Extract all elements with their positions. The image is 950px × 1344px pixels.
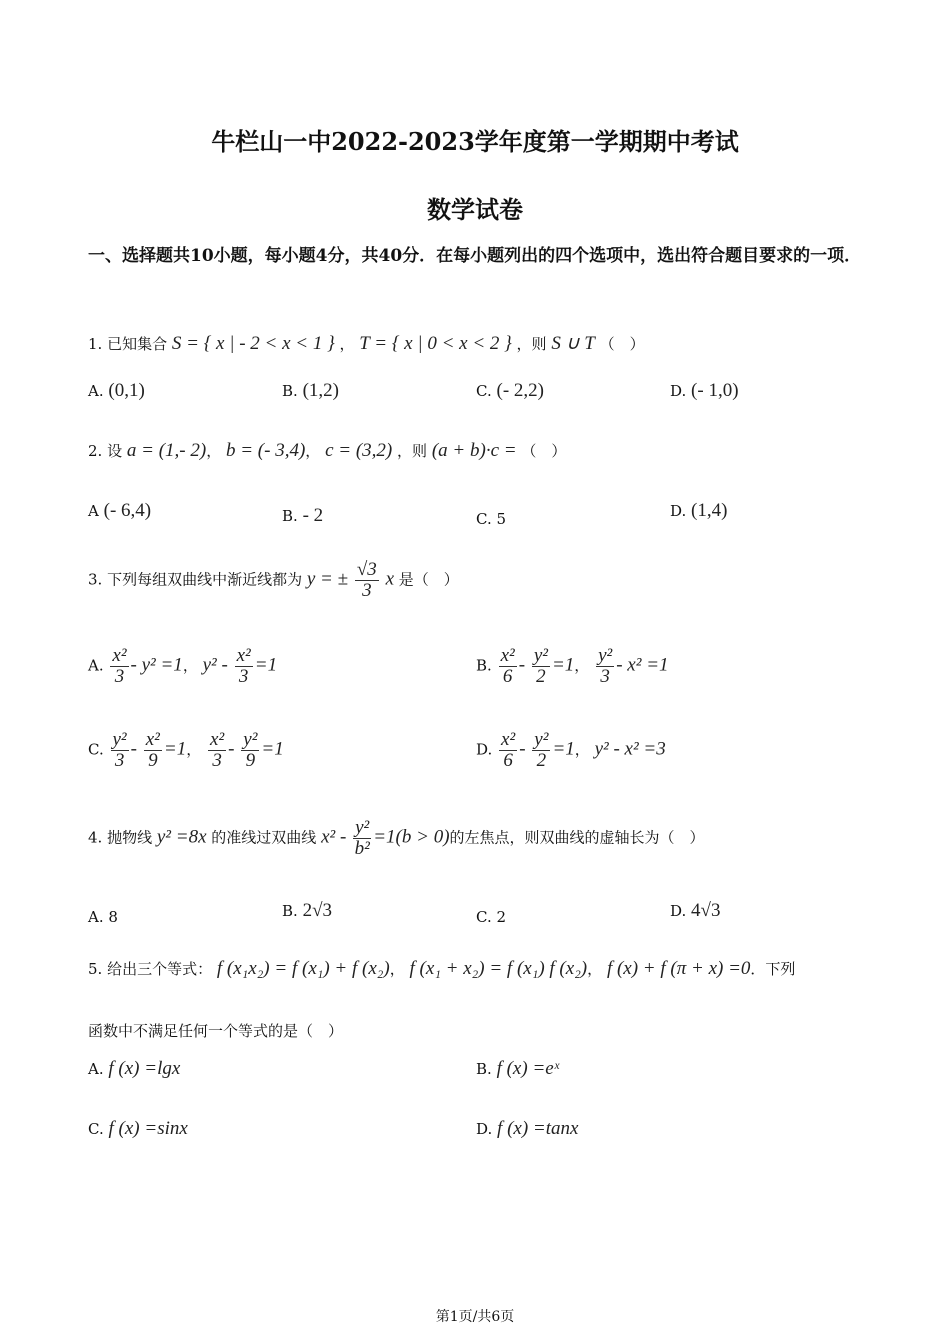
fraction-numerator: y² [243,729,258,750]
option-label: C. [476,382,492,400]
answer-paren: （ ） [521,442,567,460]
option-value: f (x) =lgx [108,1058,181,1079]
fraction-denominator: b² [354,838,370,859]
question-2 [88,440,566,462]
q2-option-c [476,510,506,528]
hyperbola-rest: =1(b > 0) [373,826,450,848]
fraction-denominator: 3 [600,666,610,687]
fraction-denominator: 2 [536,750,547,771]
q3-option-b [476,646,669,687]
q5-option-c [88,1118,188,1140]
option-label: A. [88,908,104,926]
q4-option-c [476,908,506,926]
fraction-numerator: x² [145,729,160,750]
fraction [111,730,129,771]
question-1 [88,332,645,355]
set-s: S = { x | - 2 < x < 1 } [171,333,335,354]
q2-option-a [88,500,151,522]
minus-sign: - [518,654,526,676]
q5-option-b [476,1058,559,1080]
fraction-numerator: x² [500,645,515,666]
fraction-denominator: 3 [212,750,222,771]
question-4-suffix: 的左焦点，则双曲线的虚轴长为（ ） [449,828,705,847]
q4-option-d [670,900,720,922]
q4-option-b [282,900,332,922]
comma-separator: ， [182,656,198,675]
comma-separator: ， [186,740,202,759]
fraction-numerator: x² [501,729,516,750]
fraction-denominator: 6 [503,750,513,771]
question-4-prefix: 4. 抛物线 [88,828,153,847]
vector-a: a = (1,- 2) [126,440,207,461]
equation: y² - x² =3 [594,738,666,760]
q3-option-d [476,730,666,771]
option-label: A [88,502,99,520]
question-2-then: ，则 [397,442,428,460]
fraction [499,730,517,771]
comma-separator: ， [574,740,590,759]
q2-option-d [670,500,727,522]
question-2-prefix: 2. 设 [88,442,123,460]
option-label: B. [282,507,298,525]
q4-option-a [88,908,118,926]
question-5-tail: ．下列 [750,960,796,978]
comma-separator: ， [587,960,603,978]
minus-sign: - [519,738,526,760]
comma-separator: ， [389,960,405,978]
page-number: 第1页/共6页 [435,1309,515,1325]
q3-option-c [88,730,284,771]
q5-option-a [88,1058,180,1080]
question-4-mid: 的准线过双曲线 [211,828,317,847]
fraction-numerator: y² [533,645,548,666]
option-label: C. [476,908,492,926]
page-title: 牛栏山一中2022-2023学年度第一学期期中考试 [211,127,739,156]
option-value: 8 [108,908,118,926]
fraction [235,646,253,687]
equation-rest: =1 [254,654,278,676]
option-label: D. [670,502,687,520]
fraction-numerator: x² [236,645,251,666]
dot-product-expression: (a + b)·c = [431,440,517,461]
fraction-denominator: 3 [238,666,249,687]
q3-option-a [88,646,277,687]
option-label: A. [88,656,104,675]
fraction [110,646,128,687]
option-label: A. [88,382,104,400]
equation-2: f (x₁ + x₂) = f (x₁) f (x₂) [409,958,588,979]
equation-rest: =1 [163,738,187,760]
comma-separator: ， [305,442,321,460]
fraction-denominator: 9 [245,750,256,771]
fraction [499,646,517,687]
option-label: A. [88,1060,104,1078]
section-heading: 一、选择题共10小题，每小题4分，共40分．在每小题列出的四个选项中，选出符合题目要求的一项． [88,246,862,266]
fraction [532,730,550,771]
fraction-numerator: y² [112,729,127,750]
option-label: D. [476,740,493,759]
parabola-equation: y² =8x [156,826,207,848]
option-value: f (x) =eˣ [496,1058,560,1079]
equation-lead: y² - [202,654,228,676]
equation-rest: - y² =1 [130,654,183,676]
question-4 [88,818,705,859]
option-value: 5 [496,510,507,528]
fraction-denominator: 9 [148,750,158,771]
asymptote-lhs: y = ± [306,568,349,590]
q1-option-d [670,380,739,402]
minus-sign: - [130,738,137,760]
option-value: (- 2,2) [496,380,544,401]
vector-b: b = (- 3,4) [225,440,306,461]
fraction-numerator: √3 [356,559,377,580]
set-t: T = { x | 0 < x < 2 } [359,333,512,354]
option-value: - 2 [302,505,324,526]
option-value: (0,1) [108,380,145,401]
hyperbola-lead: x² - [321,826,347,848]
fraction-numerator: x² [112,645,127,666]
union-expression: S ∪ T [551,333,595,354]
equation-rest: =1 [551,654,575,676]
q5-option-d [476,1118,578,1140]
fraction-numerator: y² [355,817,370,838]
fraction [353,818,371,859]
fraction-denominator: 6 [502,666,513,687]
option-value: (- 6,4) [103,500,152,521]
fraction-denominator: 3 [114,666,125,687]
option-label: B. [282,902,298,920]
option-value: (- 1,0) [691,380,739,401]
option-label: C. [476,510,492,528]
option-label: C. [88,740,104,759]
fraction-numerator: y² [598,645,613,666]
question-5-line-2: 函数中不满足任何一个等式的是（ ） [88,1022,344,1040]
q1-option-a [88,380,145,402]
question-5 [88,958,795,980]
option-value: 2√3 [302,900,333,921]
option-value: f (x) =tanx [497,1118,579,1139]
fraction-denominator: 3 [114,750,125,771]
sqrt3-over-3-fraction [355,560,379,601]
answer-paren: （ ） [599,335,645,353]
equation-3: f (x) + f (π + x) =0 [606,958,751,979]
option-label: B. [282,382,298,400]
option-label: B. [476,656,492,675]
minus-sign: - [228,738,235,760]
equation-rest: =1 [552,738,575,760]
question-3 [88,560,459,601]
question-3-prefix: 3. 下列每组双曲线中渐近线都为 [88,570,303,589]
q2-option-b [282,505,323,527]
equation-rest: =1 [261,738,284,760]
q1-option-b [282,380,339,402]
fraction [208,730,226,771]
equation-1: f (x₁x₂) = f (x₁) + f (x₂) [216,958,390,979]
comma-separator: ， [574,656,590,675]
question-3-suffix: 是（ ） [398,570,459,589]
option-label: C. [88,1120,104,1138]
option-label: B. [476,1060,492,1078]
option-label: D. [476,1120,493,1138]
option-value: 2 [496,908,507,926]
page-subtitle: 数学试卷 [427,195,523,224]
fraction-numerator: y² [534,729,549,750]
option-label: D. [670,902,687,920]
comma-separator: ， [339,335,355,353]
equation-rest: - x² =1 [616,654,669,676]
option-label: D. [670,382,687,400]
question-5-prefix: 5. 给出三个等式： [88,960,213,978]
asymptote-var: x [385,568,394,590]
option-value: f (x) =sinx [108,1118,188,1139]
q1-option-c [476,380,544,402]
fraction [241,730,259,771]
fraction [596,646,614,687]
fraction-numerator: x² [210,729,225,750]
comma-separator: ， [206,442,222,460]
fraction-denominator: 3 [362,580,372,601]
question-1-then: ，则 [516,335,547,353]
question-1-prefix: 1. 已知集合 [88,335,168,353]
vector-c: c = (3,2) [325,440,393,461]
fraction [144,730,162,771]
option-value: (1,4) [691,500,728,521]
option-value: 4√3 [691,900,721,921]
option-value: (1,2) [302,380,339,401]
fraction [532,646,550,687]
fraction-denominator: 2 [536,666,546,687]
